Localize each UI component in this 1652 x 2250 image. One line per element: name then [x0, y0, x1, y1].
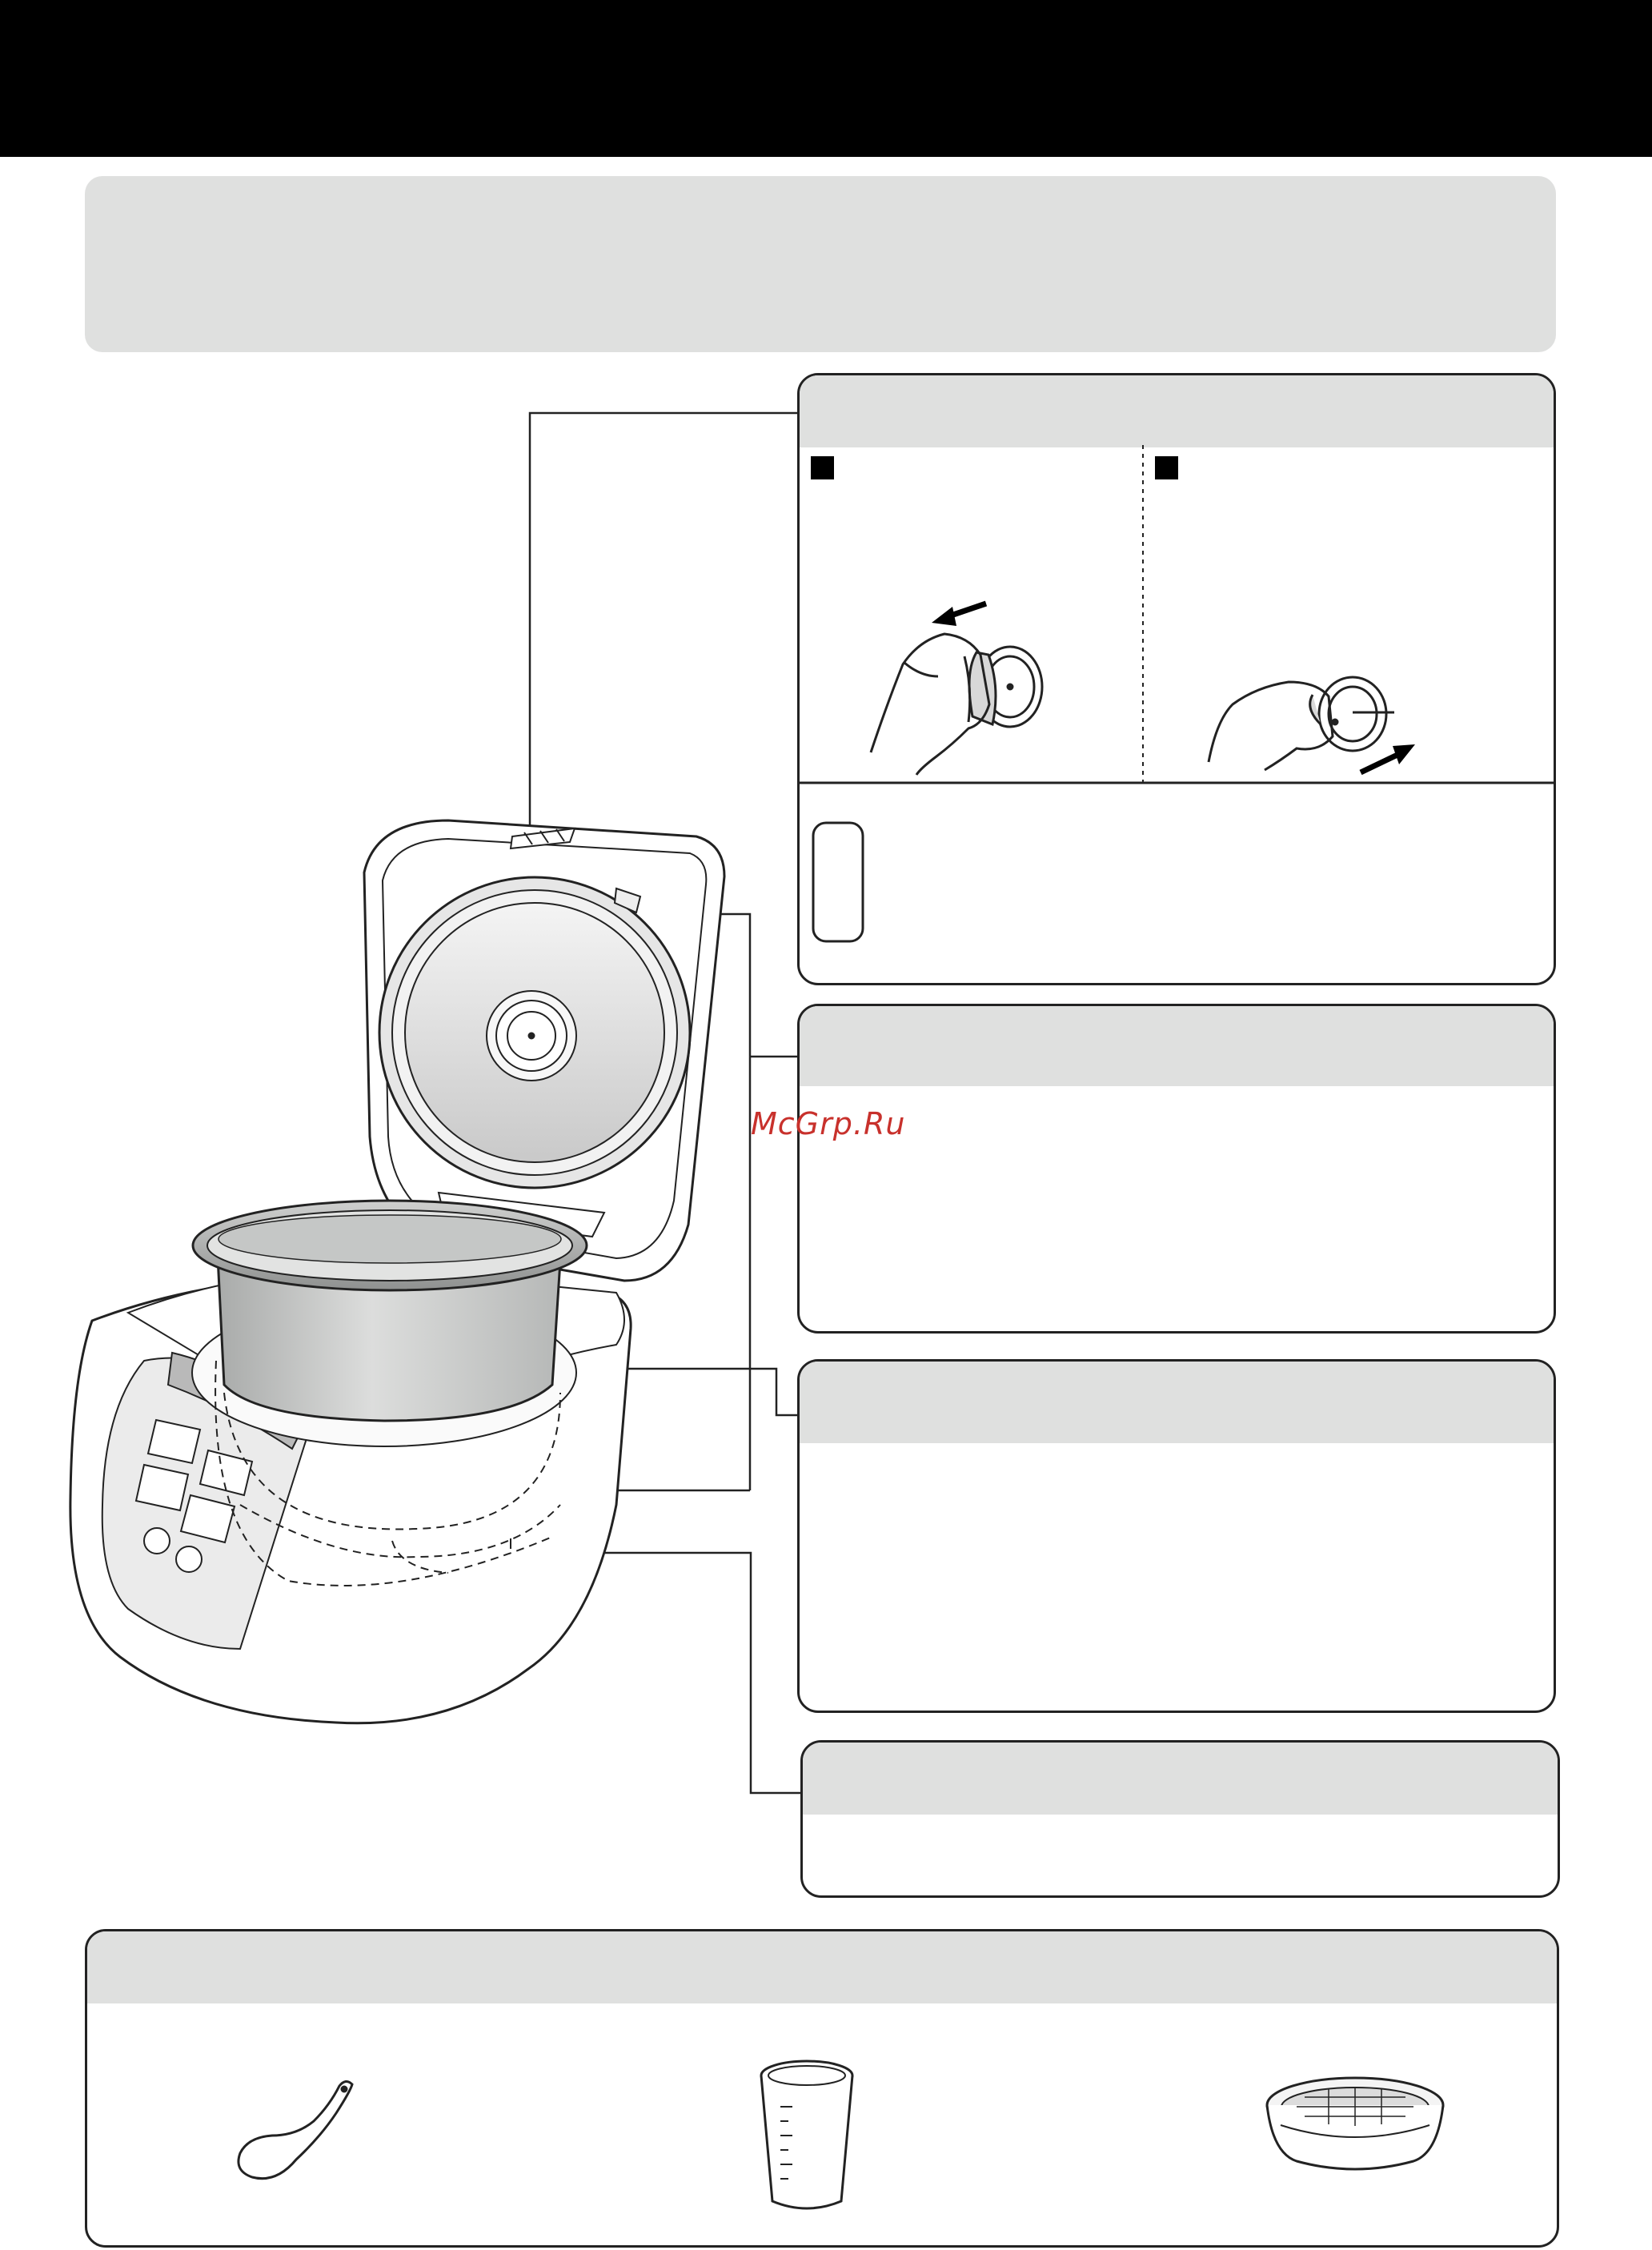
step-marker-2 — [1155, 456, 1178, 479]
measuring-cup-illustration — [761, 2061, 852, 2208]
arrow-left-icon — [932, 604, 986, 626]
rice-cooker-illustration — [70, 820, 724, 1723]
watermark: McGrp.Ru — [751, 1106, 906, 1141]
hand-attach-valve-illustration — [1209, 677, 1394, 770]
valve-panel-details — [797, 445, 1556, 941]
rice-spatula-illustration — [239, 2081, 352, 2178]
note-box-icon — [813, 823, 863, 941]
steam-basket-illustration — [1267, 2078, 1443, 2169]
arrow-right-icon — [1361, 744, 1415, 772]
step-marker-1 — [811, 456, 834, 479]
hand-remove-valve-illustration — [871, 634, 1042, 775]
